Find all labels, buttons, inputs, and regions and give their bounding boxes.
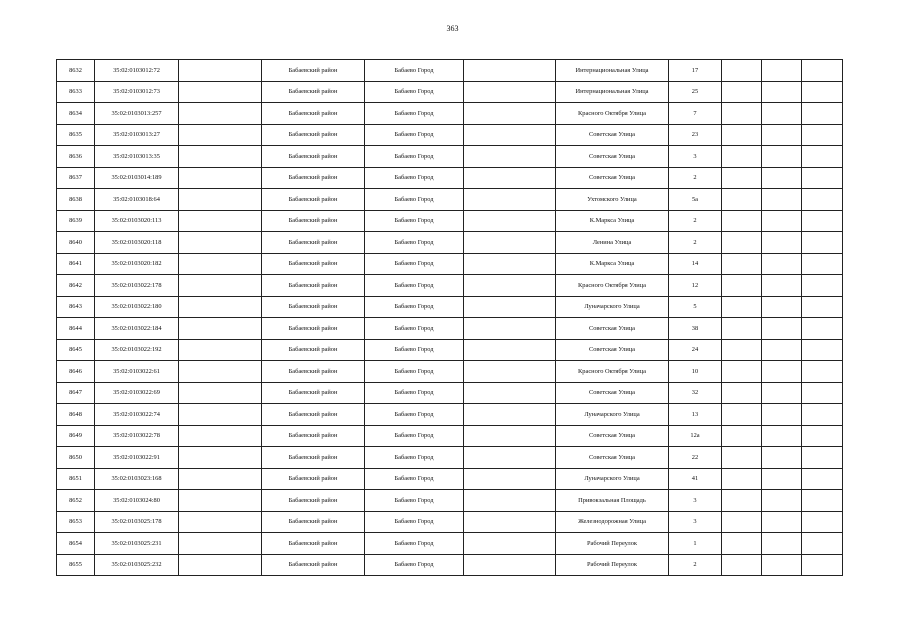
empty-cell [179, 275, 262, 297]
empty-cell [179, 189, 262, 211]
row-number-cell: 8641 [57, 253, 95, 275]
empty-cell [762, 146, 802, 168]
district-cell: Бабаевский район [262, 382, 365, 404]
house-number-cell: 12 [669, 275, 722, 297]
table-row [57, 382, 843, 404]
row-number-cell: 8644 [57, 318, 95, 340]
house-number-cell: 17 [669, 60, 722, 82]
empty-cell [722, 275, 762, 297]
empty-cell [762, 189, 802, 211]
table-row [57, 361, 843, 383]
empty-cell [464, 275, 556, 297]
row-number-cell: 8635 [57, 124, 95, 146]
table-row [57, 124, 843, 146]
district-cell: Бабаевский район [262, 81, 365, 103]
city-cell: Бабаево Город [365, 361, 464, 383]
empty-cell [464, 60, 556, 82]
city-cell: Бабаево Город [365, 490, 464, 512]
table-row [57, 533, 843, 555]
empty-cell [762, 511, 802, 533]
empty-cell [762, 275, 802, 297]
house-number-cell: 22 [669, 447, 722, 469]
table-row [57, 60, 843, 82]
street-cell: Привокзальная Площадь [556, 490, 669, 512]
empty-cell [464, 404, 556, 426]
empty-cell [722, 425, 762, 447]
cadastral-number-cell: 35:02:0103020:118 [95, 232, 179, 254]
city-cell: Бабаево Город [365, 124, 464, 146]
empty-cell [802, 146, 843, 168]
row-number-cell: 8634 [57, 103, 95, 125]
empty-cell [179, 533, 262, 555]
city-cell: Бабаево Город [365, 296, 464, 318]
district-cell: Бабаевский район [262, 103, 365, 125]
empty-cell [802, 189, 843, 211]
empty-cell [762, 81, 802, 103]
empty-cell [802, 103, 843, 125]
empty-cell [464, 167, 556, 189]
empty-cell [464, 232, 556, 254]
empty-cell [762, 232, 802, 254]
cadastral-number-cell: 35:02:0103022:192 [95, 339, 179, 361]
row-number-cell: 8652 [57, 490, 95, 512]
table-row [57, 490, 843, 512]
row-number-cell: 8646 [57, 361, 95, 383]
district-cell: Бабаевский район [262, 361, 365, 383]
empty-cell [179, 81, 262, 103]
street-cell: К.Маркса Улица [556, 210, 669, 232]
cadastral-number-cell: 35:02:0103018:64 [95, 189, 179, 211]
empty-cell [464, 189, 556, 211]
street-cell: Советская Улица [556, 447, 669, 469]
street-cell: Интернациональная Улица [556, 60, 669, 82]
empty-cell [722, 210, 762, 232]
empty-cell [762, 425, 802, 447]
empty-cell [722, 81, 762, 103]
table-row [57, 275, 843, 297]
empty-cell [802, 339, 843, 361]
house-number-cell: 3 [669, 490, 722, 512]
empty-cell [464, 81, 556, 103]
cadastral-number-cell: 35:02:0103022:61 [95, 361, 179, 383]
district-cell: Бабаевский район [262, 468, 365, 490]
cadastral-number-cell: 35:02:0103022:74 [95, 404, 179, 426]
street-cell: Рабочий Переулок [556, 554, 669, 576]
house-number-cell: 32 [669, 382, 722, 404]
district-cell: Бабаевский район [262, 490, 365, 512]
empty-cell [802, 318, 843, 340]
empty-cell [802, 275, 843, 297]
house-number-cell: 2 [669, 210, 722, 232]
district-cell: Бабаевский район [262, 275, 365, 297]
empty-cell [722, 554, 762, 576]
empty-cell [722, 296, 762, 318]
empty-cell [179, 146, 262, 168]
house-number-cell: 3 [669, 511, 722, 533]
table-row [57, 210, 843, 232]
table-row [57, 296, 843, 318]
empty-cell [802, 210, 843, 232]
table-row [57, 404, 843, 426]
empty-cell [762, 296, 802, 318]
street-cell: Луначарского Улица [556, 404, 669, 426]
row-number-cell: 8653 [57, 511, 95, 533]
empty-cell [179, 60, 262, 82]
empty-cell [722, 511, 762, 533]
city-cell: Бабаево Город [365, 425, 464, 447]
cadastral-number-cell: 35:02:0103025:232 [95, 554, 179, 576]
district-cell: Бабаевский район [262, 404, 365, 426]
empty-cell [762, 318, 802, 340]
empty-cell [464, 382, 556, 404]
row-number-cell: 8632 [57, 60, 95, 82]
empty-cell [722, 318, 762, 340]
street-cell: Красного Октября Улица [556, 361, 669, 383]
district-cell: Бабаевский район [262, 511, 365, 533]
cadastral-number-cell: 35:02:0103013:27 [95, 124, 179, 146]
district-cell: Бабаевский район [262, 189, 365, 211]
street-cell: Красного Октября Улица [556, 103, 669, 125]
empty-cell [179, 468, 262, 490]
empty-cell [464, 554, 556, 576]
city-cell: Бабаево Город [365, 253, 464, 275]
district-cell: Бабаевский район [262, 554, 365, 576]
empty-cell [464, 318, 556, 340]
city-cell: Бабаево Город [365, 554, 464, 576]
empty-cell [762, 533, 802, 555]
table-row [57, 167, 843, 189]
empty-cell [762, 404, 802, 426]
empty-cell [179, 339, 262, 361]
empty-cell [762, 124, 802, 146]
street-cell: Луначарского Улица [556, 468, 669, 490]
district-cell: Бабаевский район [262, 296, 365, 318]
row-number-cell: 8640 [57, 232, 95, 254]
row-number-cell: 8636 [57, 146, 95, 168]
empty-cell [762, 167, 802, 189]
empty-cell [464, 511, 556, 533]
district-cell: Бабаевский район [262, 124, 365, 146]
empty-cell [464, 146, 556, 168]
row-number-cell: 8638 [57, 189, 95, 211]
empty-cell [802, 60, 843, 82]
empty-cell [802, 554, 843, 576]
district-cell: Бабаевский район [262, 339, 365, 361]
district-cell: Бабаевский район [262, 232, 365, 254]
table-row [57, 146, 843, 168]
district-cell: Бабаевский район [262, 210, 365, 232]
empty-cell [464, 425, 556, 447]
empty-cell [722, 361, 762, 383]
row-number-cell: 8645 [57, 339, 95, 361]
row-number-cell: 8654 [57, 533, 95, 555]
street-cell: Советская Улица [556, 425, 669, 447]
empty-cell [802, 404, 843, 426]
cadastral-number-cell: 35:02:0103013:257 [95, 103, 179, 125]
street-cell: Луначарского Улица [556, 296, 669, 318]
street-cell: Рабочий Переулок [556, 533, 669, 555]
city-cell: Бабаево Город [365, 146, 464, 168]
empty-cell [722, 103, 762, 125]
empty-cell [464, 447, 556, 469]
empty-cell [464, 103, 556, 125]
house-number-cell: 2 [669, 554, 722, 576]
empty-cell [762, 490, 802, 512]
empty-cell [722, 232, 762, 254]
row-number-cell: 8637 [57, 167, 95, 189]
cadastral-number-cell: 35:02:0103025:178 [95, 511, 179, 533]
cadastral-number-cell: 35:02:0103013:35 [95, 146, 179, 168]
table-row [57, 81, 843, 103]
empty-cell [179, 210, 262, 232]
empty-cell [179, 103, 262, 125]
empty-cell [464, 468, 556, 490]
district-cell: Бабаевский район [262, 425, 365, 447]
house-number-cell: 1 [669, 533, 722, 555]
cadastral-number-cell: 35:02:0103012:72 [95, 60, 179, 82]
city-cell: Бабаево Город [365, 81, 464, 103]
empty-cell [802, 361, 843, 383]
empty-cell [802, 468, 843, 490]
city-cell: Бабаево Город [365, 404, 464, 426]
district-cell: Бабаевский район [262, 253, 365, 275]
city-cell: Бабаево Город [365, 533, 464, 555]
empty-cell [722, 339, 762, 361]
empty-cell [179, 318, 262, 340]
house-number-cell: 25 [669, 81, 722, 103]
city-cell: Бабаево Город [365, 210, 464, 232]
district-cell: Бабаевский район [262, 447, 365, 469]
cadastral-number-cell: 35:02:0103022:69 [95, 382, 179, 404]
empty-cell [179, 232, 262, 254]
empty-cell [179, 124, 262, 146]
empty-cell [762, 253, 802, 275]
house-number-cell: 5 [669, 296, 722, 318]
empty-cell [802, 167, 843, 189]
table-row [57, 425, 843, 447]
empty-cell [802, 533, 843, 555]
house-number-cell: 12а [669, 425, 722, 447]
table-row [57, 232, 843, 254]
empty-cell [179, 296, 262, 318]
cadastral-number-cell: 35:02:0103020:113 [95, 210, 179, 232]
city-cell: Бабаево Город [365, 275, 464, 297]
street-cell: Советская Улица [556, 339, 669, 361]
district-cell: Бабаевский район [262, 533, 365, 555]
empty-cell [179, 447, 262, 469]
house-number-cell: 24 [669, 339, 722, 361]
empty-cell [802, 511, 843, 533]
row-number-cell: 8633 [57, 81, 95, 103]
city-cell: Бабаево Город [365, 60, 464, 82]
empty-cell [722, 60, 762, 82]
empty-cell [802, 124, 843, 146]
empty-cell [762, 339, 802, 361]
empty-cell [179, 511, 262, 533]
house-number-cell: 23 [669, 124, 722, 146]
empty-cell [722, 490, 762, 512]
street-cell: Красного Октября Улица [556, 275, 669, 297]
row-number-cell: 8649 [57, 425, 95, 447]
empty-cell [802, 447, 843, 469]
cadastral-number-cell: 35:02:0103022:184 [95, 318, 179, 340]
house-number-cell: 3 [669, 146, 722, 168]
empty-cell [464, 124, 556, 146]
empty-cell [802, 253, 843, 275]
city-cell: Бабаево Город [365, 103, 464, 125]
empty-cell [464, 533, 556, 555]
empty-cell [722, 189, 762, 211]
street-cell: Ленина Улица [556, 232, 669, 254]
city-cell: Бабаево Город [365, 447, 464, 469]
cadastral-number-cell: 35:02:0103022:78 [95, 425, 179, 447]
row-number-cell: 8639 [57, 210, 95, 232]
empty-cell [722, 404, 762, 426]
empty-cell [722, 468, 762, 490]
table-row [57, 189, 843, 211]
row-number-cell: 8655 [57, 554, 95, 576]
street-cell: Интернациональная Улица [556, 81, 669, 103]
row-number-cell: 8642 [57, 275, 95, 297]
house-number-cell: 5а [669, 189, 722, 211]
street-cell: Советская Улица [556, 382, 669, 404]
empty-cell [464, 253, 556, 275]
cadastral-number-cell: 35:02:0103012:73 [95, 81, 179, 103]
table-row [57, 511, 843, 533]
street-cell: Советская Улица [556, 124, 669, 146]
empty-cell [762, 382, 802, 404]
cadastral-number-cell: 35:02:0103025:231 [95, 533, 179, 555]
row-number-cell: 8650 [57, 447, 95, 469]
registry-table [56, 59, 843, 576]
city-cell: Бабаево Город [365, 339, 464, 361]
empty-cell [464, 490, 556, 512]
table-row [57, 447, 843, 469]
row-number-cell: 8651 [57, 468, 95, 490]
empty-cell [802, 296, 843, 318]
house-number-cell: 10 [669, 361, 722, 383]
table-row [57, 318, 843, 340]
house-number-cell: 2 [669, 167, 722, 189]
empty-cell [802, 232, 843, 254]
city-cell: Бабаево Город [365, 189, 464, 211]
district-cell: Бабаевский район [262, 318, 365, 340]
street-cell: Советская Улица [556, 146, 669, 168]
empty-cell [762, 210, 802, 232]
cadastral-number-cell: 35:02:0103022:180 [95, 296, 179, 318]
city-cell: Бабаево Город [365, 232, 464, 254]
house-number-cell: 41 [669, 468, 722, 490]
table-row [57, 103, 843, 125]
empty-cell [179, 253, 262, 275]
cadastral-number-cell: 35:02:0103020:182 [95, 253, 179, 275]
empty-cell [722, 533, 762, 555]
empty-cell [179, 167, 262, 189]
street-cell: Ухтомского Улица [556, 189, 669, 211]
empty-cell [464, 361, 556, 383]
row-number-cell: 8648 [57, 404, 95, 426]
empty-cell [762, 60, 802, 82]
empty-cell [179, 404, 262, 426]
empty-cell [802, 81, 843, 103]
row-number-cell: 8647 [57, 382, 95, 404]
house-number-cell: 2 [669, 232, 722, 254]
house-number-cell: 38 [669, 318, 722, 340]
city-cell: Бабаево Город [365, 468, 464, 490]
empty-cell [722, 124, 762, 146]
empty-cell [762, 447, 802, 469]
registry-table-body [57, 60, 843, 576]
page-number: 363 [446, 24, 459, 33]
district-cell: Бабаевский район [262, 60, 365, 82]
empty-cell [179, 361, 262, 383]
empty-cell [464, 210, 556, 232]
empty-cell [464, 339, 556, 361]
table-row [57, 339, 843, 361]
empty-cell [802, 490, 843, 512]
city-cell: Бабаево Город [365, 382, 464, 404]
cadastral-number-cell: 35:02:0103022:91 [95, 447, 179, 469]
empty-cell [762, 468, 802, 490]
city-cell: Бабаево Город [365, 318, 464, 340]
district-cell: Бабаевский район [262, 146, 365, 168]
house-number-cell: 13 [669, 404, 722, 426]
cadastral-number-cell: 35:02:0103023:168 [95, 468, 179, 490]
empty-cell [802, 425, 843, 447]
house-number-cell: 7 [669, 103, 722, 125]
district-cell: Бабаевский район [262, 167, 365, 189]
empty-cell [762, 361, 802, 383]
city-cell: Бабаево Город [365, 167, 464, 189]
empty-cell [722, 253, 762, 275]
street-cell: К.Маркса Улица [556, 253, 669, 275]
city-cell: Бабаево Город [365, 511, 464, 533]
cadastral-number-cell: 35:02:0103014:189 [95, 167, 179, 189]
empty-cell [802, 382, 843, 404]
empty-cell [722, 146, 762, 168]
empty-cell [179, 554, 262, 576]
cadastral-number-cell: 35:02:0103024:80 [95, 490, 179, 512]
table-row [57, 253, 843, 275]
empty-cell [179, 490, 262, 512]
table-row [57, 468, 843, 490]
empty-cell [722, 447, 762, 469]
empty-cell [722, 167, 762, 189]
empty-cell [179, 382, 262, 404]
house-number-cell: 14 [669, 253, 722, 275]
cadastral-number-cell: 35:02:0103022:178 [95, 275, 179, 297]
empty-cell [464, 296, 556, 318]
row-number-cell: 8643 [57, 296, 95, 318]
empty-cell [762, 554, 802, 576]
empty-cell [722, 382, 762, 404]
table-row [57, 554, 843, 576]
empty-cell [179, 425, 262, 447]
street-cell: Советская Улица [556, 167, 669, 189]
empty-cell [762, 103, 802, 125]
street-cell: Советская Улица [556, 318, 669, 340]
street-cell: Железнодорожная Улица [556, 511, 669, 533]
